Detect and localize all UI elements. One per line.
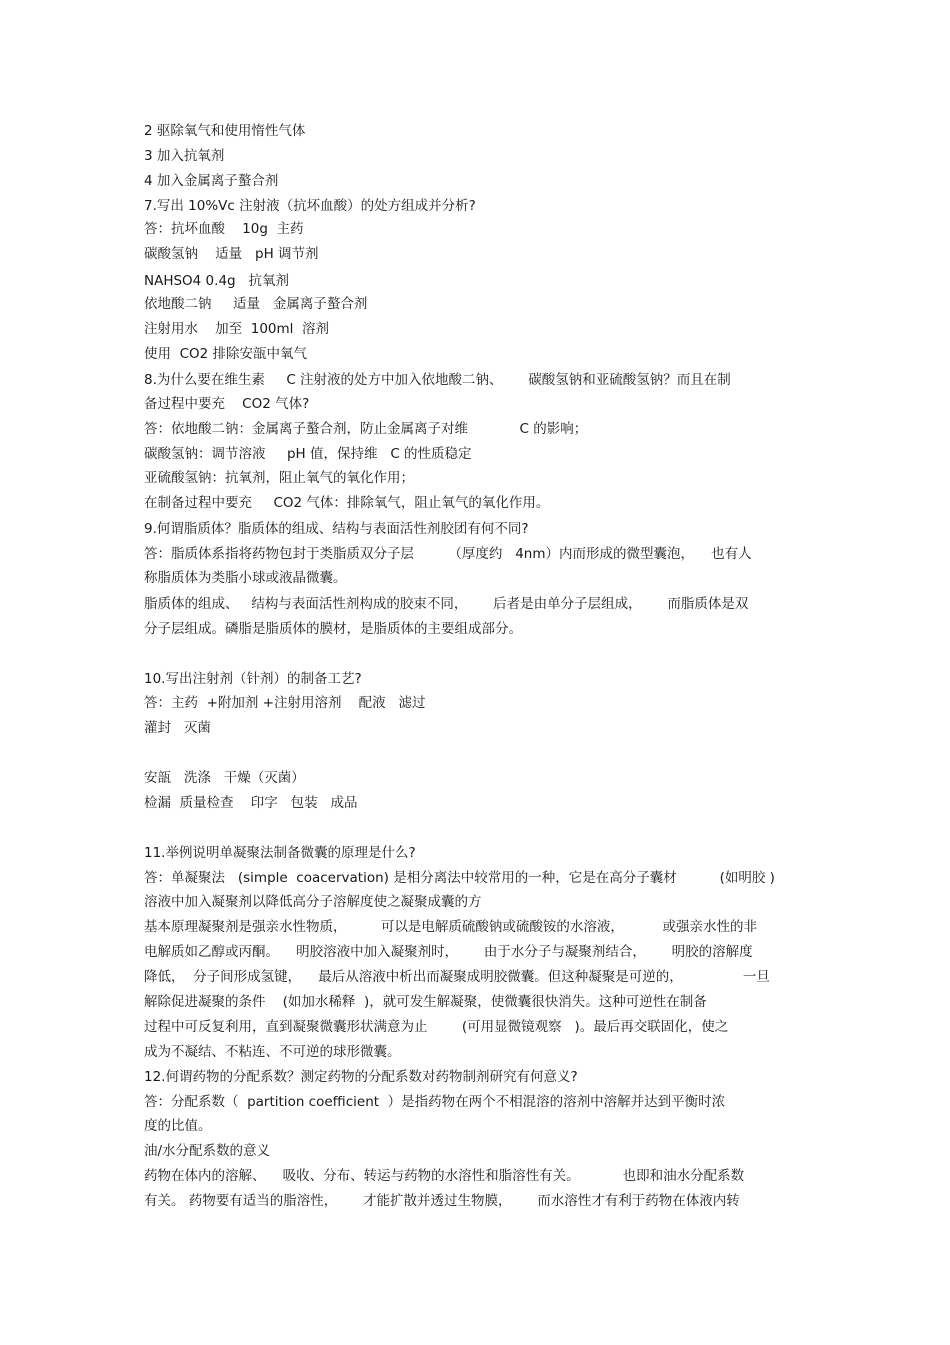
question-11: 11.举例说明单凝聚法制备微囊的原理是什么? [144,845,416,861]
text-line: 2 驱除氧气和使用惰性气体 [144,123,306,139]
text-line: 过程中可反复利用，直到凝聚微囊形状满意为止 (可用显微镜观察 )。最后再交联固化，使之 [144,1019,729,1035]
text-line: 碳酸氢钠：调节溶液 pH 值，保持维 C 的性质稳定 [144,446,472,462]
text-line: 安瓿 洗涤 干燥（灭菌） [144,770,305,786]
question-9: 9.何谓脂质体？脂质体的组成、结构与表面活性剂胶团有何不同? [144,521,529,537]
text-line: 备过程中要充 CO2 气体? [144,396,310,412]
text-line: 答：依地酸二钠：金属离子螯合剂，防止金属离子对维 C 的影响； [144,421,588,437]
text-line: 在制备过程中要充 CO2 气体：排除氧气，阻止氧气的氧化作用。 [144,495,550,511]
text-line: 称脂质体为类脂小球或液晶微囊。 [144,570,347,586]
text-line: 基本原理凝聚剂是强亲水性物质， 可以是电解质硫酸钠或硫酸铵的水溶液， 或强亲水性的非 [144,919,757,935]
text-line: 解除促进凝聚的条件 (如加水稀释 )，就可发生解凝聚，使微囊很快消失。这种可逆性在制备 [144,994,707,1010]
text-line: NAHSO4 0.4g 抗氧剂 [144,273,289,289]
text-line: 3 加入抗氧剂 [144,148,225,164]
text-line: 答：脂质体系指将药物包封于类脂质双分子层 （厚度约 4nm）内而形成的微型囊泡， 也有人 [144,546,752,562]
text-line: 灌封 灭菌 [144,720,211,736]
text-line: 亚硫酸氢钠：抗氧剂，阻止氧气的氧化作用； [144,470,414,486]
text-line: 有关。 药物要有适当的脂溶性， 才能扩散并透过生物膜， 而水溶性才有利于药物在体液内转 [144,1193,740,1209]
text-line: 检漏 质量检查 印字 包装 成品 [144,795,358,811]
text-line: 药物在体内的溶解、 吸收、分布、转运与药物的水溶性和脂溶性有关。 也即和油水分配系数 [144,1168,745,1184]
text-line: 答：抗坏血酸 10g 主药 [144,221,304,237]
text-line: 4 加入金属离子螯合剂 [144,173,279,189]
text-line: 答：主药 +附加剂 +注射用溶剂 配液 滤过 [144,695,426,711]
text-line: 使用 CO2 排除安瓿中氧气 [144,346,308,362]
text-line: 分子层组成。磷脂是脂质体的膜材，是脂质体的主要组成部分。 [144,621,522,637]
text-line: 降低， 分子间形成氢键， 最后从溶液中析出而凝聚成明胶微囊。但这种凝聚是可逆的， 一旦 [144,969,770,985]
question-7: 7.写出 10%Vc 注射液（抗坏血酸）的处方组成并分析? [144,198,476,214]
text-line: 答：单凝聚法 (simple coacervation) 是相分离法中较常用的一种，它是在高分子囊材 (如明胶 ) [144,870,775,886]
text-line: 碳酸氢钠 适量 pH 调节剂 [144,246,319,262]
text-line: 度的比值。 [144,1118,212,1134]
text-line: 溶液中加入凝聚剂以降低高分子溶解度使之凝聚成囊的方 [144,894,482,910]
question-8: 8.为什么要在维生素 C 注射液的处方中加入依地酸二钠、 碳酸氢钠和亚硫酸氢钠？而且在制 [144,372,731,388]
text-line: 注射用水 加至 100ml 溶剂 [144,321,329,337]
text-line: 脂质体的组成、 结构与表面活性剂构成的胶束不同， 后者是由单分子层组成， 而脂质体是双 [144,596,749,612]
question-12: 12.何谓药物的分配系数？测定药物的分配系数对药物制剂研究有何意义? [144,1069,578,1085]
text-line: 电解质如乙醇或丙酮。 明胶溶液中加入凝聚剂时， 由于水分子与凝聚剂结合， 明胶的溶解度 [144,944,753,960]
text-line: 依地酸二钠 适量 金属离子螯合剂 [144,296,368,312]
text-line: 成为不凝结、不粘连、不可逆的球形微囊。 [144,1044,401,1060]
text-line: 油/水分配系数的意义 [144,1143,271,1159]
question-10: 10.写出注射剂（针剂）的制备工艺? [144,671,362,687]
text-line: 答：分配系数（ partition coefficient ）是指药物在两个不相混溶的溶剂中溶解并达到平衡时浓 [144,1094,726,1110]
